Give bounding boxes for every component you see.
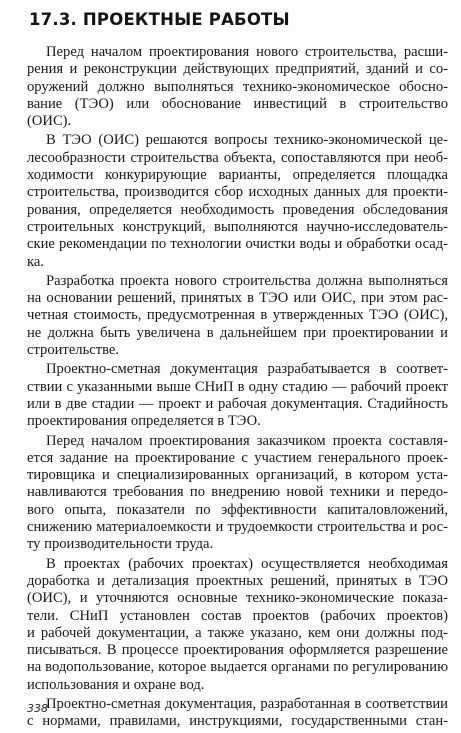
text-line: тировщика и специализированных организаций, в котором уста-: [27, 467, 448, 484]
text-line: лесообразности строительства объекта, сопоставляются при необ-: [27, 149, 448, 166]
text-line: строительства, производится сбор исходных данных для проекти-: [27, 184, 448, 201]
text-line: ские рекомендации по технологии очистки воды и обработки осад-: [27, 236, 448, 253]
text-line: рения и реконструкции действующих предприятий, зданий и со-: [27, 61, 448, 78]
text-line: на водопользование, которое выдается органами по регулированию: [27, 659, 448, 676]
paragraph: [27, 44, 448, 130]
text-line: строительных конструкций, выполняются научно-исследователь-: [27, 218, 448, 235]
text-line: проектирования определяется в ТЭО.: [27, 413, 261, 430]
text-line: ствии с указанными выше СНиП в одну стадию — рабочий проект: [27, 378, 448, 395]
text-line: вание (ТЭО) или обоснование инвестиций в строительство: [27, 95, 448, 112]
text-line: не должна быть увеличена в дальнейшем при проектировании и: [27, 324, 448, 341]
text-line: писываться. В процессе проектирования оформляется разрешение: [27, 642, 448, 659]
section-heading: 17.3. ПРОЕКТНЫЕ РАБОТЫ: [29, 10, 290, 29]
text-line: вого опыта, показатели по эффективности капиталовложений,: [27, 501, 448, 518]
text-line: Проектно-сметная документация, разработанная в соответствии: [46, 695, 448, 712]
text-line: доработка и детализация проектных решений, принятых в ТЭО: [27, 572, 448, 589]
text-line: четная стоимость, предусмотренная в утвержденных ТЭО (ОИС),: [27, 307, 448, 324]
text-line: ется задание на проектирование с участием генерального проек-: [27, 449, 448, 466]
text-line: ту производительности труда.: [27, 536, 214, 553]
text-line: на основании решений, принятых в ТЭО или ОИС, при этом рас-: [27, 290, 448, 307]
text-line: использования и охране вод.: [27, 676, 205, 693]
text-line: тели. СНиП установлен состав проектов (рабочих проектов): [27, 607, 448, 624]
page-number: 338: [27, 702, 48, 715]
paragraph: [27, 433, 448, 554]
text-line: (ОИС), и уточняются основные технико-экономические показа-: [27, 590, 448, 607]
text-line: В ТЭО (ОИС) решаются вопросы технико-экономической це-: [46, 132, 448, 149]
text-line: Перед началом проектирования нового строительства, расши-: [46, 44, 448, 60]
text-line: с нормами, правилами, инструкциями, государственными стан-: [27, 713, 448, 730]
text-line: снижению материалоемкости и трудоемкости строительства и рос-: [27, 519, 448, 536]
text-line: Проектно-сметная документация разрабатывается в соответ-: [46, 361, 448, 378]
text-line: и рабочей документации, а также указано, кем они должны под-: [27, 624, 448, 641]
text-line: оружений должно выполняться технико-экономическое обосно-: [27, 78, 448, 95]
paragraph: [27, 556, 448, 694]
text-line: строительстве.: [27, 342, 120, 359]
text-line: или в две стадии — проект и рабочая документация. Стадийность: [27, 395, 448, 412]
text-line: рования, определяется необходимость проведения обследования: [27, 201, 448, 218]
text-line: Перед началом проектирования заказчиком проекта составля-: [46, 432, 448, 449]
text-line: навливаются требования по внедрению новой техники и передо-: [27, 484, 448, 501]
text-line: (ОИС).: [27, 113, 72, 130]
text-line: В проектах (рабочих проектах) осуществляется необходимая: [46, 555, 448, 572]
text-line: Разработка проекта нового строительства должна выполняться: [46, 272, 448, 289]
paragraph: [27, 696, 448, 731]
paragraph: [27, 273, 448, 359]
body-text: [27, 44, 448, 733]
paragraph: [27, 361, 448, 430]
paragraph: [27, 132, 448, 270]
text-line: ка.: [27, 253, 44, 270]
text-line: ходимости конкурирующие варианты, определяется площадка: [27, 167, 448, 184]
